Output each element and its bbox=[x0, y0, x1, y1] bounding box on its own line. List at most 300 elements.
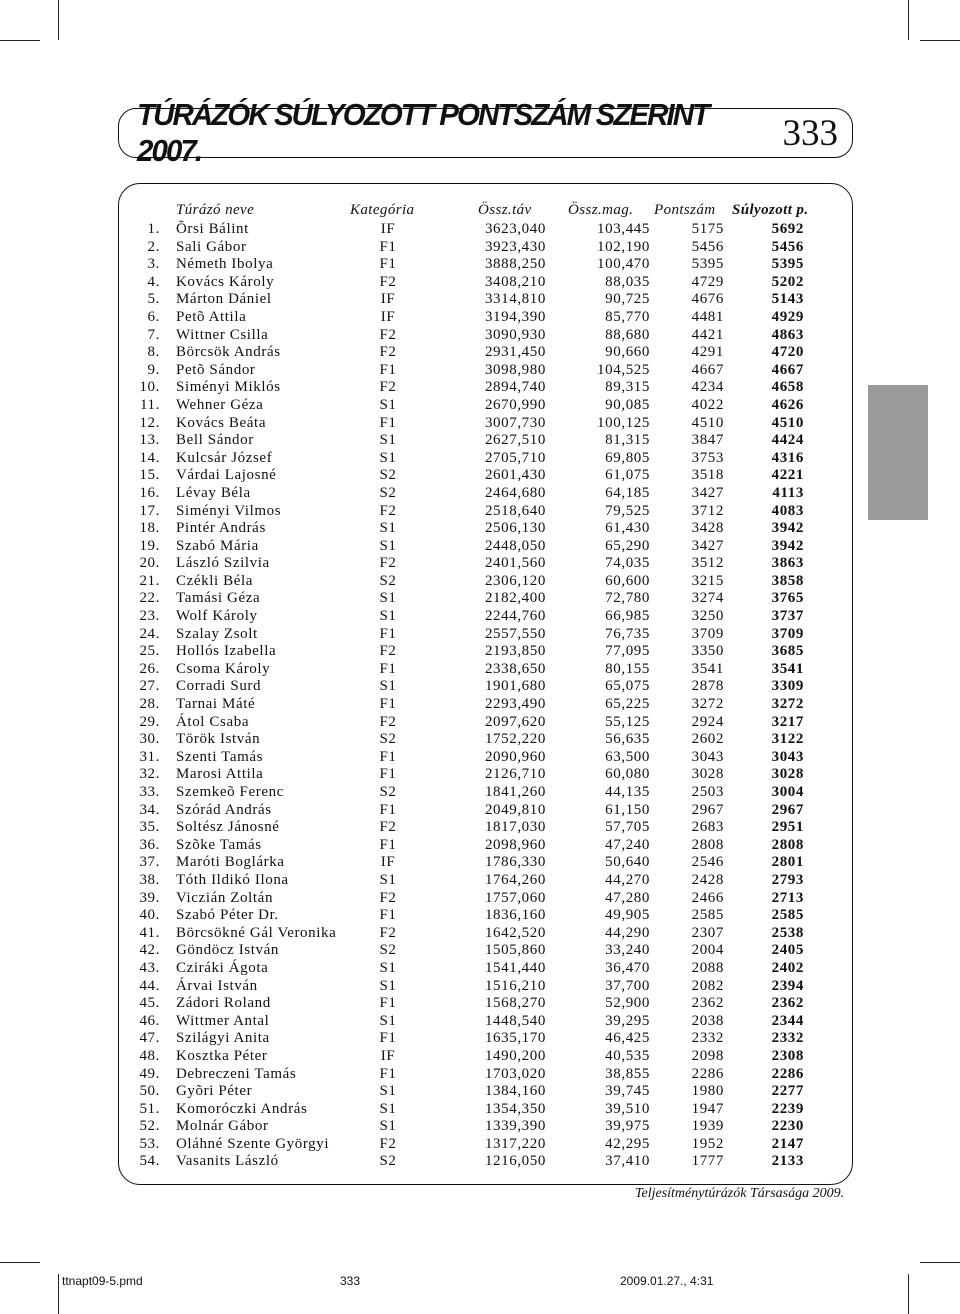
row-points: 4291 bbox=[691, 344, 724, 361]
row-weighted-points: 3709 bbox=[771, 625, 804, 642]
row-category: S1 bbox=[379, 678, 397, 695]
row-points: 2808 bbox=[691, 836, 724, 853]
table-row bbox=[120, 1136, 852, 1154]
row-elevation: 76,735 bbox=[605, 625, 650, 642]
row-distance: 2627,510 bbox=[484, 432, 546, 449]
row-points: 2466 bbox=[691, 889, 724, 906]
row-number: 18. bbox=[139, 520, 160, 537]
row-number: 36. bbox=[139, 836, 160, 853]
row-distance: 3408,210 bbox=[484, 273, 546, 290]
row-weighted-points: 5692 bbox=[771, 221, 804, 237]
row-distance: 1841,260 bbox=[484, 784, 546, 800]
row-points: 3712 bbox=[691, 502, 724, 519]
table-row bbox=[120, 309, 852, 327]
row-elevation: 39,975 bbox=[605, 1118, 650, 1135]
row-elevation: 63,500 bbox=[605, 748, 650, 765]
row-elevation: 65,075 bbox=[605, 678, 650, 695]
row-distance: 1757,060 bbox=[484, 889, 546, 906]
row-elevation: 100,470 bbox=[597, 256, 650, 273]
row-elevation: 44,270 bbox=[605, 871, 650, 888]
row-number: 54. bbox=[139, 1153, 160, 1170]
table-row bbox=[120, 1066, 852, 1084]
row-points: 1939 bbox=[691, 1118, 724, 1135]
row-weighted-points: 2801 bbox=[771, 854, 804, 871]
row-points: 2546 bbox=[691, 854, 724, 871]
row-weighted-points: 3737 bbox=[771, 608, 804, 625]
row-elevation: 49,905 bbox=[605, 907, 650, 924]
row-name: Kovács Beáta bbox=[176, 414, 267, 431]
row-points: 3427 bbox=[691, 484, 724, 501]
row-points: 3215 bbox=[691, 572, 724, 589]
row-distance: 1764,260 bbox=[484, 871, 546, 888]
row-number: 45. bbox=[139, 995, 160, 1012]
row-points: 3350 bbox=[691, 643, 724, 660]
row-weighted-points: 2286 bbox=[771, 1065, 804, 1082]
row-points: 1952 bbox=[691, 1135, 724, 1152]
table-row bbox=[120, 397, 852, 415]
row-points: 2428 bbox=[691, 871, 724, 888]
row-number: 37. bbox=[139, 854, 160, 871]
row-name: Zádori Roland bbox=[176, 995, 271, 1012]
row-distance: 1216,050 bbox=[484, 1153, 546, 1170]
row-points: 2602 bbox=[691, 731, 724, 748]
row-number: 15. bbox=[139, 467, 160, 484]
row-points: 2332 bbox=[691, 1030, 724, 1047]
row-points: 2004 bbox=[691, 942, 724, 959]
row-elevation: 60,080 bbox=[605, 766, 650, 783]
row-number: 19. bbox=[139, 537, 160, 554]
row-category: S2 bbox=[379, 942, 397, 959]
row-name: Petõ Sándor bbox=[176, 361, 256, 378]
row-weighted-points: 3541 bbox=[771, 660, 804, 677]
row-name: Szalay Zsolt bbox=[176, 625, 258, 642]
row-distance: 3888,250 bbox=[484, 256, 546, 273]
row-elevation: 65,290 bbox=[605, 537, 650, 554]
crop-mark bbox=[58, 1274, 59, 1314]
row-elevation: 90,725 bbox=[605, 291, 650, 308]
row-distance: 1568,270 bbox=[484, 995, 546, 1012]
row-weighted-points: 3028 bbox=[771, 766, 804, 783]
row-points: 4481 bbox=[691, 308, 724, 325]
row-points: 5395 bbox=[691, 256, 724, 273]
header-points: Pontszám bbox=[654, 202, 716, 218]
row-elevation: 81,315 bbox=[605, 432, 650, 449]
table-row bbox=[120, 590, 852, 608]
row-points: 4234 bbox=[691, 379, 724, 396]
row-points: 2503 bbox=[691, 784, 724, 800]
row-name: Debreczeni Tamás bbox=[176, 1065, 297, 1082]
header-weighted-points: Súlyozott p. bbox=[732, 202, 809, 218]
crop-mark bbox=[908, 1274, 909, 1314]
row-name: Szabó Péter Dr. bbox=[176, 907, 279, 924]
row-name: Õrsi Bálint bbox=[176, 221, 249, 237]
table-row bbox=[120, 802, 852, 820]
row-number: 52. bbox=[139, 1118, 160, 1135]
row-number: 23. bbox=[139, 608, 160, 625]
table-row bbox=[120, 626, 852, 644]
footer-file: ttnapt09-5.pmd bbox=[62, 1274, 143, 1288]
row-elevation: 47,280 bbox=[605, 889, 650, 906]
row-weighted-points: 3122 bbox=[771, 731, 804, 748]
row-points: 4667 bbox=[691, 361, 724, 378]
row-category: S1 bbox=[379, 871, 397, 888]
row-distance: 1516,210 bbox=[484, 977, 546, 994]
row-points: 3427 bbox=[691, 537, 724, 554]
row-distance: 2193,850 bbox=[484, 643, 546, 660]
row-elevation: 79,525 bbox=[605, 502, 650, 519]
row-elevation: 56,635 bbox=[605, 731, 650, 748]
page-number: 333 bbox=[782, 112, 838, 154]
results-table bbox=[120, 199, 852, 1171]
row-number: 12. bbox=[139, 414, 160, 431]
row-category: S2 bbox=[379, 1153, 397, 1170]
row-points: 3847 bbox=[691, 432, 724, 449]
row-points: 2088 bbox=[691, 959, 724, 976]
row-points: 4729 bbox=[691, 273, 724, 290]
row-elevation: 69,805 bbox=[605, 449, 650, 466]
row-category: S1 bbox=[379, 1083, 397, 1100]
row-weighted-points: 4929 bbox=[771, 308, 804, 325]
row-elevation: 39,295 bbox=[605, 1012, 650, 1029]
row-number: 50. bbox=[139, 1083, 160, 1100]
row-category: S1 bbox=[379, 449, 397, 466]
table-row bbox=[120, 1030, 852, 1048]
row-distance: 1703,020 bbox=[484, 1065, 546, 1082]
row-number: 26. bbox=[139, 660, 160, 677]
table-row bbox=[120, 661, 852, 679]
row-points: 4421 bbox=[691, 326, 724, 343]
table-row bbox=[120, 450, 852, 468]
row-elevation: 64,185 bbox=[605, 484, 650, 501]
table-row bbox=[120, 714, 852, 732]
row-weighted-points: 2585 bbox=[771, 907, 804, 924]
row-distance: 2090,960 bbox=[484, 748, 546, 765]
row-weighted-points: 4424 bbox=[771, 432, 804, 449]
row-distance: 2401,560 bbox=[484, 555, 546, 572]
table-row bbox=[120, 643, 852, 661]
row-weighted-points: 3004 bbox=[771, 784, 804, 800]
row-category: F1 bbox=[379, 238, 397, 255]
row-weighted-points: 2147 bbox=[771, 1135, 804, 1152]
row-elevation: 88,680 bbox=[605, 326, 650, 343]
table-row bbox=[120, 907, 852, 925]
row-category: F2 bbox=[379, 273, 397, 290]
row-category: S1 bbox=[379, 1118, 397, 1135]
row-points: 3709 bbox=[691, 625, 724, 642]
row-category: F2 bbox=[379, 326, 397, 343]
row-elevation: 103,445 bbox=[597, 221, 650, 237]
row-name: Marosi Attila bbox=[176, 766, 264, 783]
row-number: 42. bbox=[139, 942, 160, 959]
row-points: 5175 bbox=[691, 221, 724, 237]
row-distance: 1339,390 bbox=[484, 1118, 546, 1135]
table-header bbox=[120, 199, 852, 221]
row-name: Tóth Ildikó Ilona bbox=[176, 871, 289, 888]
row-elevation: 85,770 bbox=[605, 308, 650, 325]
row-number: 3. bbox=[147, 256, 160, 273]
crop-mark bbox=[920, 1262, 960, 1263]
row-distance: 2448,050 bbox=[484, 537, 546, 554]
row-distance: 1448,540 bbox=[484, 1012, 546, 1029]
row-number: 25. bbox=[139, 643, 160, 660]
row-weighted-points: 4510 bbox=[771, 414, 804, 431]
row-distance: 2518,640 bbox=[484, 502, 546, 519]
row-points: 2286 bbox=[691, 1065, 724, 1082]
row-weighted-points: 4113 bbox=[772, 484, 804, 501]
row-elevation: 39,510 bbox=[605, 1100, 650, 1117]
row-elevation: 37,410 bbox=[605, 1153, 650, 1170]
row-elevation: 77,095 bbox=[605, 643, 650, 660]
row-weighted-points: 2793 bbox=[771, 871, 804, 888]
row-number: 29. bbox=[139, 713, 160, 730]
row-elevation: 90,085 bbox=[605, 396, 650, 413]
row-elevation: 61,430 bbox=[605, 520, 650, 537]
row-points: 2585 bbox=[691, 907, 724, 924]
row-points: 2098 bbox=[691, 1047, 724, 1064]
row-distance: 1384,160 bbox=[484, 1083, 546, 1100]
row-distance: 1490,200 bbox=[484, 1047, 546, 1064]
row-distance: 1541,440 bbox=[484, 959, 546, 976]
row-name: Bell Sándor bbox=[176, 432, 254, 449]
row-weighted-points: 3942 bbox=[771, 520, 804, 537]
row-distance: 1752,220 bbox=[484, 731, 546, 748]
row-name: Vasanits László bbox=[176, 1153, 279, 1170]
row-distance: 2464,680 bbox=[484, 484, 546, 501]
row-weighted-points: 2951 bbox=[771, 819, 804, 836]
row-weighted-points: 3858 bbox=[771, 572, 804, 589]
row-distance: 2557,550 bbox=[484, 625, 546, 642]
row-name: Siményi Miklós bbox=[176, 379, 281, 396]
row-distance: 2506,130 bbox=[484, 520, 546, 537]
row-points: 2683 bbox=[691, 819, 724, 836]
row-number: 35. bbox=[139, 819, 160, 836]
row-weighted-points: 5143 bbox=[771, 291, 804, 308]
table-row bbox=[120, 1101, 852, 1119]
row-category: IF bbox=[380, 308, 396, 325]
page-title-box bbox=[118, 97, 853, 168]
row-weighted-points: 2808 bbox=[771, 836, 804, 853]
row-elevation: 44,135 bbox=[605, 784, 650, 800]
row-elevation: 38,855 bbox=[605, 1065, 650, 1082]
row-name: Török István bbox=[176, 731, 261, 748]
row-elevation: 104,525 bbox=[597, 361, 650, 378]
row-weighted-points: 3863 bbox=[771, 555, 804, 572]
row-number: 7. bbox=[147, 326, 160, 343]
row-weighted-points: 2394 bbox=[771, 977, 804, 994]
credit-line: Teljesítménytúrázók Társasága 2009. bbox=[635, 1186, 845, 1201]
row-weighted-points: 3765 bbox=[771, 590, 804, 607]
row-name: Siményi Vilmos bbox=[176, 502, 282, 519]
row-number: 28. bbox=[139, 696, 160, 713]
row-name: Viczián Zoltán bbox=[176, 889, 274, 906]
row-weighted-points: 4316 bbox=[771, 449, 804, 466]
row-points: 2362 bbox=[691, 995, 724, 1012]
row-number: 27. bbox=[139, 678, 160, 695]
row-weighted-points: 2239 bbox=[771, 1100, 804, 1117]
row-name: Kulcsár József bbox=[176, 449, 273, 466]
row-name: Czékli Béla bbox=[176, 572, 253, 589]
row-number: 51. bbox=[139, 1100, 160, 1117]
row-name: Kovács Károly bbox=[176, 273, 275, 290]
row-number: 20. bbox=[139, 555, 160, 572]
row-category: F2 bbox=[379, 713, 397, 730]
row-distance: 1317,220 bbox=[484, 1135, 546, 1152]
row-elevation: 72,780 bbox=[605, 590, 650, 607]
row-weighted-points: 5456 bbox=[771, 238, 804, 255]
row-points: 5456 bbox=[691, 238, 724, 255]
row-name: Sali Gábor bbox=[176, 238, 247, 255]
row-category: F1 bbox=[379, 625, 397, 642]
row-number: 53. bbox=[139, 1135, 160, 1152]
row-number: 32. bbox=[139, 766, 160, 783]
table-row bbox=[120, 344, 852, 362]
table-row bbox=[120, 872, 852, 890]
table-row bbox=[120, 503, 852, 521]
row-weighted-points: 2402 bbox=[771, 959, 804, 976]
row-distance: 2293,490 bbox=[484, 696, 546, 713]
row-name: Árvai István bbox=[176, 977, 258, 994]
row-number: 24. bbox=[139, 625, 160, 642]
row-number: 22. bbox=[139, 590, 160, 607]
table-row bbox=[120, 274, 852, 292]
row-name: Átol Csaba bbox=[176, 713, 250, 730]
row-elevation: 60,600 bbox=[605, 572, 650, 589]
row-weighted-points: 3043 bbox=[771, 748, 804, 765]
row-category: S1 bbox=[379, 1100, 397, 1117]
row-number: 34. bbox=[139, 801, 160, 818]
row-name: Gyõri Péter bbox=[176, 1083, 253, 1100]
row-distance: 3098,980 bbox=[484, 361, 546, 378]
row-points: 3512 bbox=[691, 555, 724, 572]
row-category: S2 bbox=[379, 484, 397, 501]
row-name: Csoma Károly bbox=[176, 660, 271, 677]
row-points: 3250 bbox=[691, 608, 724, 625]
row-weighted-points: 4221 bbox=[771, 467, 804, 484]
row-name: Oláhné Szente Györgyi bbox=[176, 1135, 330, 1152]
row-category: S1 bbox=[379, 608, 397, 625]
row-weighted-points: 2967 bbox=[771, 801, 804, 818]
table-row bbox=[120, 1083, 852, 1101]
table-row bbox=[120, 1048, 852, 1066]
footer-timestamp: 2009.01.27., 4:31 bbox=[620, 1274, 714, 1288]
row-elevation: 90,660 bbox=[605, 344, 650, 361]
row-category: F1 bbox=[379, 801, 397, 818]
table-row bbox=[120, 749, 852, 767]
row-number: 40. bbox=[139, 907, 160, 924]
row-weighted-points: 3309 bbox=[771, 678, 804, 695]
row-category: F1 bbox=[379, 766, 397, 783]
row-name: Corradi Surd bbox=[176, 678, 262, 695]
crop-mark bbox=[908, 0, 909, 40]
row-number: 6. bbox=[147, 308, 160, 325]
row-weighted-points: 2133 bbox=[771, 1153, 804, 1170]
row-elevation: 88,035 bbox=[605, 273, 650, 290]
row-number: 43. bbox=[139, 959, 160, 976]
row-name: Wittner Csilla bbox=[176, 326, 269, 343]
table-row bbox=[120, 379, 852, 397]
table-row bbox=[120, 256, 852, 274]
table-row bbox=[120, 731, 852, 749]
row-category: F2 bbox=[379, 555, 397, 572]
row-name: Lévay Béla bbox=[176, 484, 251, 501]
table-row bbox=[120, 837, 852, 855]
row-name: Szabó Mária bbox=[176, 537, 259, 554]
row-weighted-points: 3942 bbox=[771, 537, 804, 554]
row-number: 17. bbox=[139, 502, 160, 519]
table-row bbox=[120, 696, 852, 714]
row-category: S2 bbox=[379, 731, 397, 748]
row-category: F2 bbox=[379, 924, 397, 941]
table-row bbox=[120, 239, 852, 257]
table-row bbox=[120, 520, 852, 538]
row-points: 2307 bbox=[691, 924, 724, 941]
row-category: F2 bbox=[379, 1135, 397, 1152]
crop-mark bbox=[0, 1262, 40, 1263]
row-category: S1 bbox=[379, 432, 397, 449]
row-weighted-points: 2405 bbox=[771, 942, 804, 959]
row-number: 44. bbox=[139, 977, 160, 994]
row-category: F2 bbox=[379, 889, 397, 906]
row-points: 3028 bbox=[691, 766, 724, 783]
row-number: 5. bbox=[147, 291, 160, 308]
row-points: 1980 bbox=[691, 1083, 724, 1100]
row-category: F1 bbox=[379, 907, 397, 924]
row-name: Komoróczki András bbox=[176, 1100, 308, 1117]
row-name: Szemkeõ Ferenc bbox=[176, 784, 284, 800]
header-name: Túrázó neve bbox=[176, 202, 255, 218]
row-weighted-points: 2230 bbox=[771, 1118, 804, 1135]
row-elevation: 61,075 bbox=[605, 467, 650, 484]
row-category: F1 bbox=[379, 696, 397, 713]
table-row bbox=[120, 221, 852, 239]
row-category: F2 bbox=[379, 643, 397, 660]
table-row bbox=[120, 415, 852, 433]
row-number: 46. bbox=[139, 1012, 160, 1029]
row-distance: 3314,810 bbox=[484, 291, 546, 308]
crop-mark bbox=[920, 40, 960, 41]
table-row bbox=[120, 819, 852, 837]
row-elevation: 37,700 bbox=[605, 977, 650, 994]
table-row bbox=[120, 467, 852, 485]
section-tab-marker bbox=[868, 385, 928, 520]
row-distance: 2244,760 bbox=[484, 608, 546, 625]
header-distance: Össz.táv bbox=[478, 202, 532, 218]
row-name: Börcsök András bbox=[176, 344, 281, 361]
row-weighted-points: 3685 bbox=[771, 643, 804, 660]
row-category: F1 bbox=[379, 1030, 397, 1047]
table-row bbox=[120, 555, 852, 573]
row-number: 47. bbox=[139, 1030, 160, 1047]
row-category: F1 bbox=[379, 660, 397, 677]
row-points: 2038 bbox=[691, 1012, 724, 1029]
table-row bbox=[120, 1118, 852, 1136]
row-elevation: 40,535 bbox=[605, 1047, 650, 1064]
row-points: 4510 bbox=[691, 414, 724, 431]
row-number: 1. bbox=[147, 221, 160, 237]
row-elevation: 52,900 bbox=[605, 995, 650, 1012]
row-distance: 2097,620 bbox=[484, 713, 546, 730]
row-number: 48. bbox=[139, 1047, 160, 1064]
row-number: 9. bbox=[147, 361, 160, 378]
row-elevation: 66,985 bbox=[605, 608, 650, 625]
row-number: 41. bbox=[139, 924, 160, 941]
row-category: S1 bbox=[379, 1012, 397, 1029]
row-number: 30. bbox=[139, 731, 160, 748]
table-row bbox=[120, 978, 852, 996]
row-category: F1 bbox=[379, 414, 397, 431]
table-row bbox=[120, 432, 852, 450]
row-points: 3753 bbox=[691, 449, 724, 466]
